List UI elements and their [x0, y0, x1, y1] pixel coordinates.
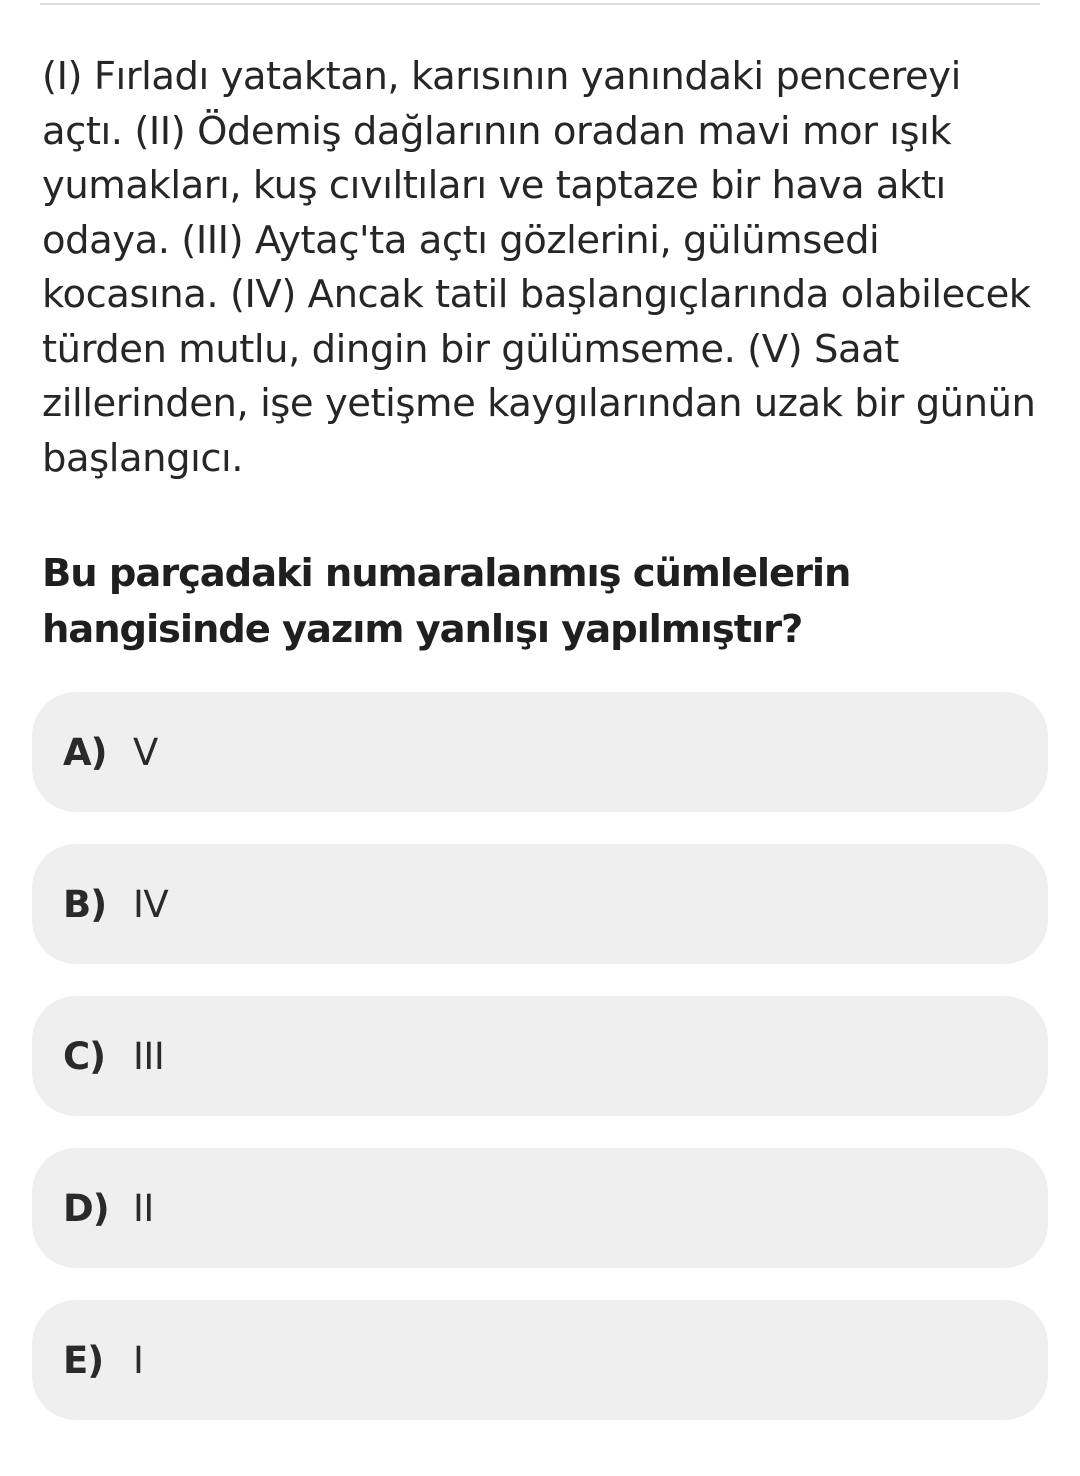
option-c[interactable]	[32, 996, 1048, 1116]
answer-options	[32, 692, 1048, 1452]
option-a[interactable]	[32, 692, 1048, 812]
option-d[interactable]	[32, 1148, 1048, 1268]
option-text: II	[133, 1186, 154, 1230]
passage-text: (I) Fırladı yataktan, karısının yanındaki pencereyi açtı. (II) Ödemiş dağlarının oradan mavi mor ışık yumakları, kuş cıvıltıları ve taptaze bir hava aktı odaya. (III) Aytaç'ta açtı gözlerini, gülümsedi kocasına. (IV) Ancak tatil başlangıçlarında olabilecek türden mutlu, dingin bir gülümseme. (V) Saat zillerinden, işe yetişme kaygılarından uzak bir günün başlangıcı.	[42, 54, 1036, 481]
option-e[interactable]	[32, 1300, 1048, 1420]
option-text: I	[133, 1338, 144, 1382]
option-text: V	[133, 730, 158, 774]
option-text: III	[133, 1034, 165, 1078]
option-letter: E)	[63, 1338, 104, 1382]
question-text: Bu parçadaki numaralanmış cümlelerin hangisinde yazım yanlışı yapılmıştır?	[42, 551, 851, 652]
option-letter: D)	[63, 1186, 109, 1230]
option-text: IV	[133, 882, 169, 926]
option-b[interactable]	[32, 844, 1048, 964]
top-divider	[40, 3, 1040, 5]
option-letter: B)	[63, 882, 107, 926]
option-letter: A)	[63, 730, 107, 774]
option-letter: C)	[63, 1034, 106, 1078]
